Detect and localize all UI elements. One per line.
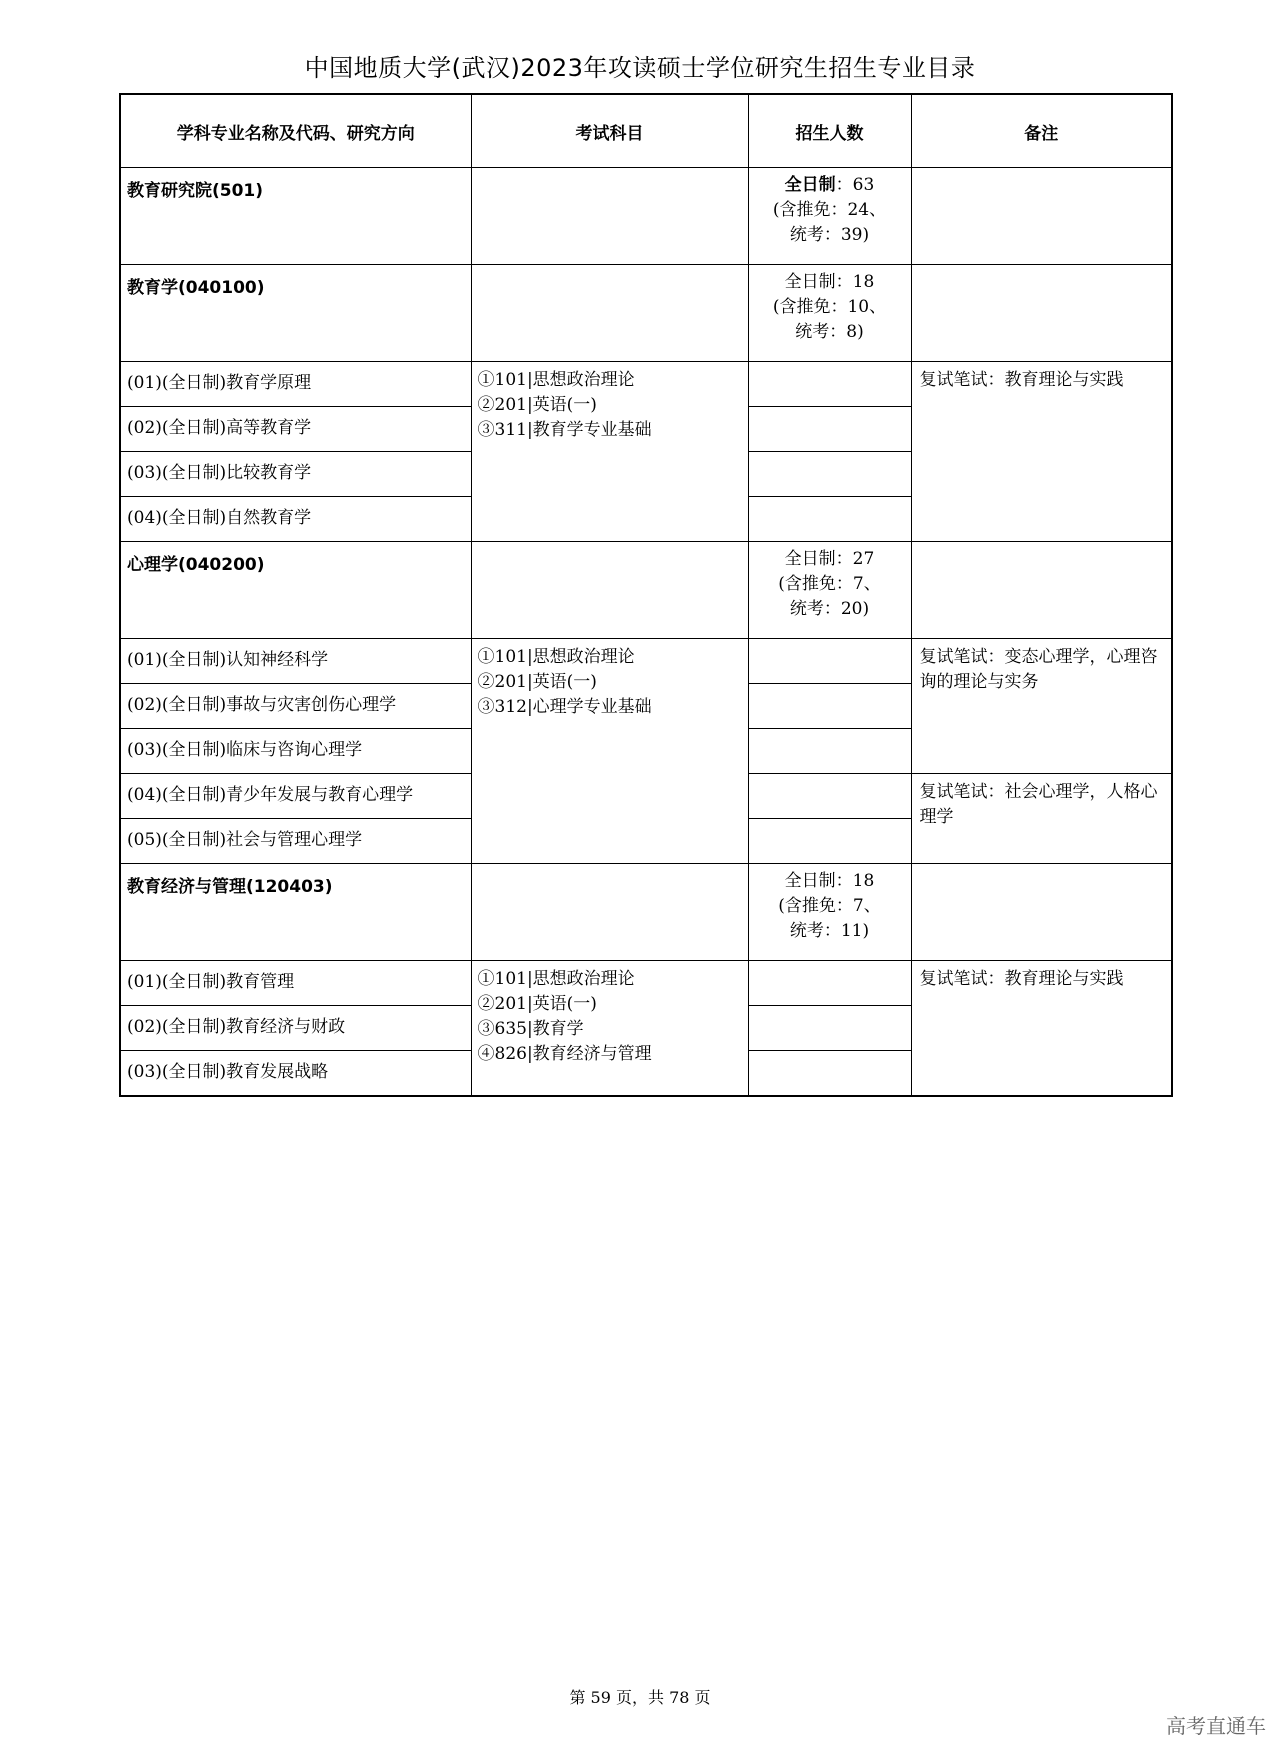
direction-name: (02)(全日制)事故与灾害创伤心理学 <box>120 684 471 729</box>
direction-row <box>120 362 1172 407</box>
direction-name: (03)(全日制)临床与咨询心理学 <box>120 729 471 774</box>
major-row <box>120 864 1172 961</box>
remark: 复试笔试：社会心理学，人格心理学 <box>911 774 1172 864</box>
page-title: 中国地质大学(武汉)2023年攻读硕士学位研究生招生专业目录 <box>304 54 976 82</box>
header-remarks: 备注 <box>911 94 1172 168</box>
watermark: 高考直通车 <box>1166 1714 1266 1738</box>
header-row <box>120 94 1172 168</box>
page-footer: 第 59 页，共 78 页 <box>569 1688 711 1707</box>
direction-row <box>120 961 1172 1006</box>
major-name: 教育经济与管理(120403) <box>120 864 471 961</box>
direction-name: (04)(全日制)青少年发展与教育心理学 <box>120 774 471 819</box>
exam-subjects: ①101|思想政治理论 ②201|英语(一) ③311|教育学专业基础 <box>471 362 748 542</box>
header-subjects: 考试科目 <box>471 94 748 168</box>
remark: 复试笔试：教育理论与实践 <box>911 362 1172 542</box>
major-name: 心理学(040200) <box>120 542 471 639</box>
direction-name: (03)(全日制)比较教育学 <box>120 452 471 497</box>
admissions-catalog-table <box>119 93 1173 1097</box>
remark: 复试笔试：变态心理学，心理咨询的理论与实务 <box>911 639 1172 774</box>
major-row <box>120 542 1172 639</box>
header-major: 学科专业名称及代码、研究方向 <box>120 94 471 168</box>
major-quota: 全日制：18 (含推免：10、 统考：8) <box>748 265 911 362</box>
direction-name: (02)(全日制)高等教育学 <box>120 407 471 452</box>
direction-name: (01)(全日制)教育学原理 <box>120 362 471 407</box>
direction-name: (04)(全日制)自然教育学 <box>120 497 471 542</box>
header-quota: 招生人数 <box>748 94 911 168</box>
direction-row <box>120 639 1172 684</box>
major-name: 教育学(040100) <box>120 265 471 362</box>
major-row <box>120 265 1172 362</box>
direction-name: (03)(全日制)教育发展战略 <box>120 1051 471 1097</box>
institute-quota: 全日制：63 (含推免：24、 统考：39) <box>748 168 911 265</box>
direction-name: (01)(全日制)教育管理 <box>120 961 471 1006</box>
remark: 复试笔试：教育理论与实践 <box>911 961 1172 1097</box>
major-quota: 全日制：27 (含推免：7、 统考：20) <box>748 542 911 639</box>
exam-subjects: ①101|思想政治理论 ②201|英语(一) ③312|心理学专业基础 <box>471 639 748 864</box>
institute-name: 教育研究院(501) <box>120 168 471 265</box>
direction-name: (02)(全日制)教育经济与财政 <box>120 1006 471 1051</box>
direction-name: (05)(全日制)社会与管理心理学 <box>120 819 471 864</box>
direction-name: (01)(全日制)认知神经科学 <box>120 639 471 684</box>
institute-row <box>120 168 1172 265</box>
exam-subjects: ①101|思想政治理论 ②201|英语(一) ③635|教育学 ④826|教育经济与管理 <box>471 961 748 1097</box>
major-quota: 全日制：18 (含推免：7、 统考：11) <box>748 864 911 961</box>
